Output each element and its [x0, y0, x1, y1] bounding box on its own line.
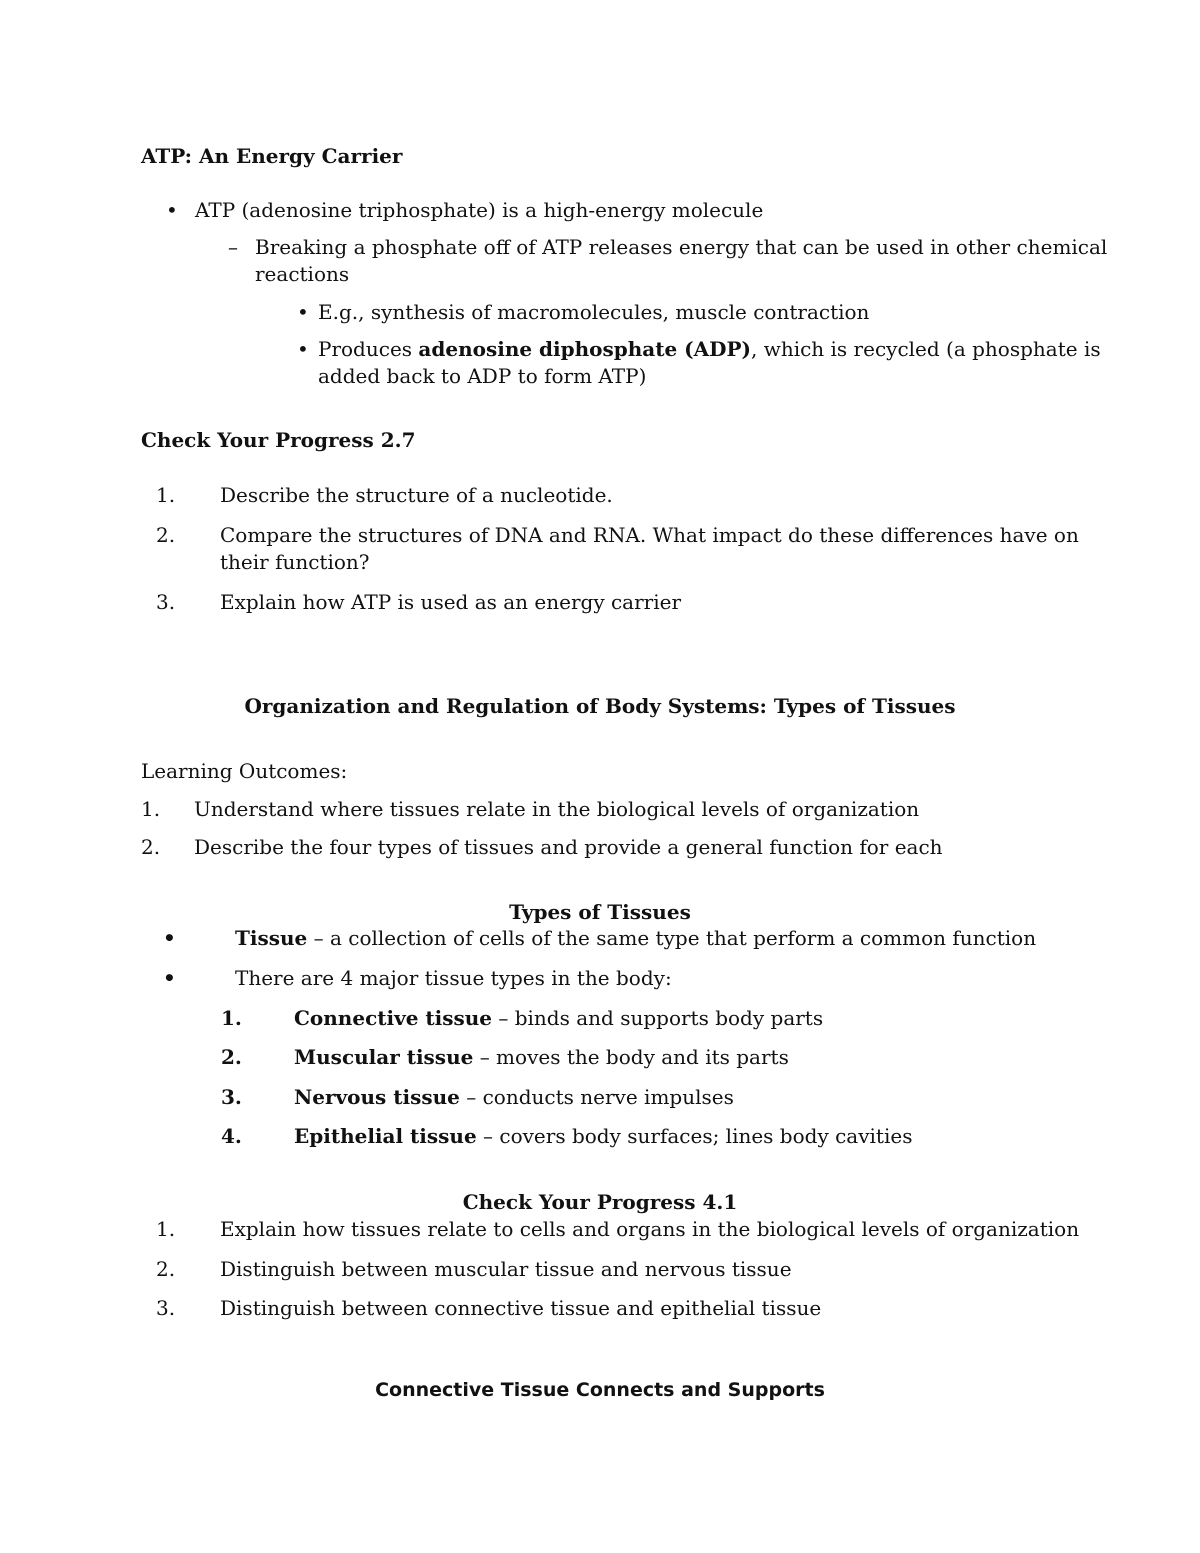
- types-heading: Types of Tissues: [509, 900, 691, 924]
- atp-subsub-1: E.g., synthesis of macromolecules, muscle contraction: [318, 300, 870, 324]
- list-number: 3.: [156, 1296, 176, 1320]
- progress-27-heading: Check Your Progress 2.7: [141, 428, 416, 452]
- outcome-item-2: Describe the four types of tissues and provide a general function for each: [194, 835, 943, 859]
- connective-heading: Connective Tissue Connects and Supports: [375, 1379, 825, 1401]
- progress-27-item-2-line-2: their function?: [220, 550, 370, 574]
- atp-sub-1-line-2: reactions: [255, 262, 350, 286]
- atp-subsub-2-line-2: added back to ADP to form ATP): [318, 364, 647, 388]
- list-number: 1.: [141, 797, 161, 821]
- atp-sub-1-line-1: Breaking a phosphate off of ATP releases energy that can be used in other chemical: [255, 235, 1108, 259]
- bullet-dot: •: [297, 300, 309, 324]
- tissue-type-1: Connective tissue – binds and supports body parts: [294, 1006, 824, 1030]
- progress-27-item-1: Describe the structure of a nucleotide.: [220, 483, 613, 507]
- atp-heading: ATP: An Energy Carrier: [141, 144, 403, 168]
- outcome-item-1: Understand where tissues relate in the biological levels of organization: [194, 797, 920, 821]
- tissue-type-3: Nervous tissue – conducts nerve impulses: [294, 1085, 734, 1109]
- list-number: 1.: [156, 483, 176, 507]
- progress-27-item-2: Compare the structures of DNA and RNA. What impact do these differences have on: [220, 523, 1079, 547]
- atp-subsub-2: Produces adenosine diphosphate (ADP), which is recycled (a phosphate is: [318, 337, 1101, 361]
- bullet-dot: •: [297, 337, 309, 361]
- types-bullet-1: Tissue – a collection of cells of the same type that perform a common function: [235, 926, 1037, 950]
- progress-41-item-1: Explain how tissues relate to cells and organs in the biological levels of organization: [220, 1217, 1080, 1241]
- list-number: 2.: [156, 1257, 176, 1281]
- bullet-dot: •: [163, 966, 176, 990]
- types-bullet-2: There are 4 major tissue types in the body:: [235, 966, 672, 990]
- list-number: 3.: [221, 1085, 242, 1109]
- tissue-term: Tissue: [235, 926, 308, 950]
- list-number: 2.: [156, 523, 176, 547]
- progress-27-item-3: Explain how ATP is used as an energy carrier: [220, 590, 682, 614]
- dash-marker: –: [228, 235, 238, 259]
- progress-41-heading: Check Your Progress 4.1: [462, 1190, 738, 1214]
- list-number: 1.: [156, 1217, 176, 1241]
- organization-heading: Organization and Regulation of Body Systems: Types of Tissues: [244, 694, 956, 718]
- bullet-dot: •: [166, 198, 178, 222]
- list-number: 4.: [221, 1124, 242, 1148]
- bullet-dot: •: [163, 926, 176, 950]
- list-number: 2.: [141, 835, 161, 859]
- atp-bullet-1: ATP (adenosine triphosphate) is a high-energy molecule: [195, 198, 764, 222]
- progress-41-item-2: Distinguish between muscular tissue and nervous tissue: [220, 1257, 792, 1281]
- list-number: 2.: [221, 1045, 242, 1069]
- tissue-type-2: Muscular tissue – moves the body and its parts: [294, 1045, 789, 1069]
- list-number: 1.: [221, 1006, 242, 1030]
- tissue-type-4: Epithelial tissue – covers body surfaces; lines body cavities: [294, 1124, 913, 1148]
- learning-outcomes-label: Learning Outcomes:: [141, 759, 348, 783]
- adp-term: adenosine diphosphate (ADP): [418, 337, 751, 361]
- list-number: 3.: [156, 590, 176, 614]
- progress-41-item-3: Distinguish between connective tissue and epithelial tissue: [220, 1296, 822, 1320]
